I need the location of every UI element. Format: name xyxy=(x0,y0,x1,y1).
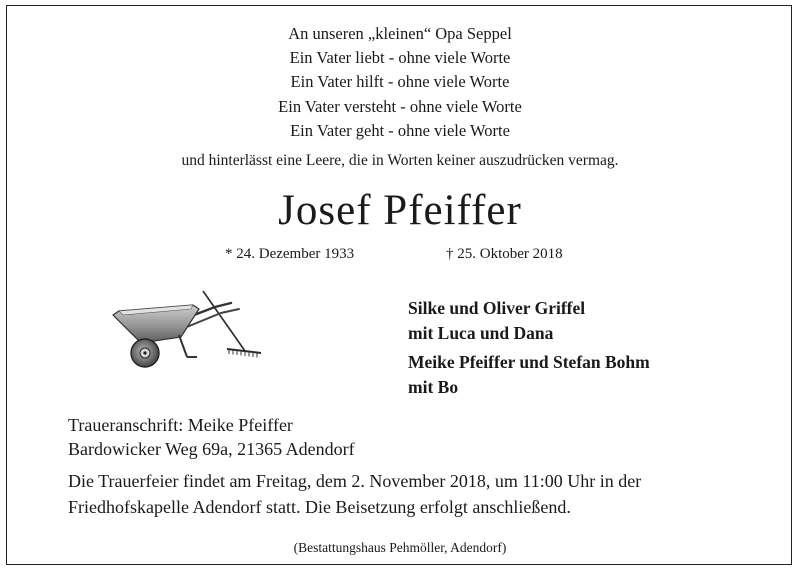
intro-text: und hinterlässt eine Leere, die in Worten keiner auszudrücken vermag. xyxy=(181,152,619,169)
deceased-name: Josef Pfeiffer xyxy=(278,187,522,234)
family-line: mit Bo xyxy=(408,376,459,397)
funeral-home-credit: (Bestattungshaus Pehmöller, Adendorf) xyxy=(293,540,507,555)
service-line: Friedhofskapelle Adendorf statt. Die Beisetzung erfolgt anschließend. xyxy=(68,497,571,517)
poem-line: Ein Vater versteht - ohne viele Worte xyxy=(278,96,522,116)
family-line: Meike Pfeiffer und Stefan Bohm xyxy=(408,352,650,372)
poem-line: An unseren „kleinen“ Opa Seppel xyxy=(288,24,512,43)
wheelbarrow-and-rake-icon xyxy=(103,285,278,370)
family-line: Silke und Oliver Griffel xyxy=(408,298,586,318)
poem-line: Ein Vater hilft - ohne viele Worte xyxy=(290,72,510,92)
address-line: Bardowicker Weg 69a, 21365 Adendorf xyxy=(68,439,355,459)
service-line: Die Trauerfeier findet am Freitag, dem 2. November 2018, um 11:00 Uhr in der xyxy=(68,471,642,491)
family-line: mit Luca und Dana xyxy=(408,322,554,343)
family-list xyxy=(408,296,650,399)
poem xyxy=(0,22,800,143)
address-line: Traueranschrift: Meike Pfeiffer xyxy=(68,415,293,435)
funeral-service-info xyxy=(68,468,641,520)
birth-date: * 24. Dezember 1933 xyxy=(225,246,355,262)
mourning-address xyxy=(68,413,355,461)
death-date: † 25. Oktober 2018 xyxy=(446,246,563,262)
poem-line: Ein Vater geht - ohne viele Worte xyxy=(290,120,510,140)
poem-line: Ein Vater liebt - ohne viele Worte xyxy=(289,48,511,68)
